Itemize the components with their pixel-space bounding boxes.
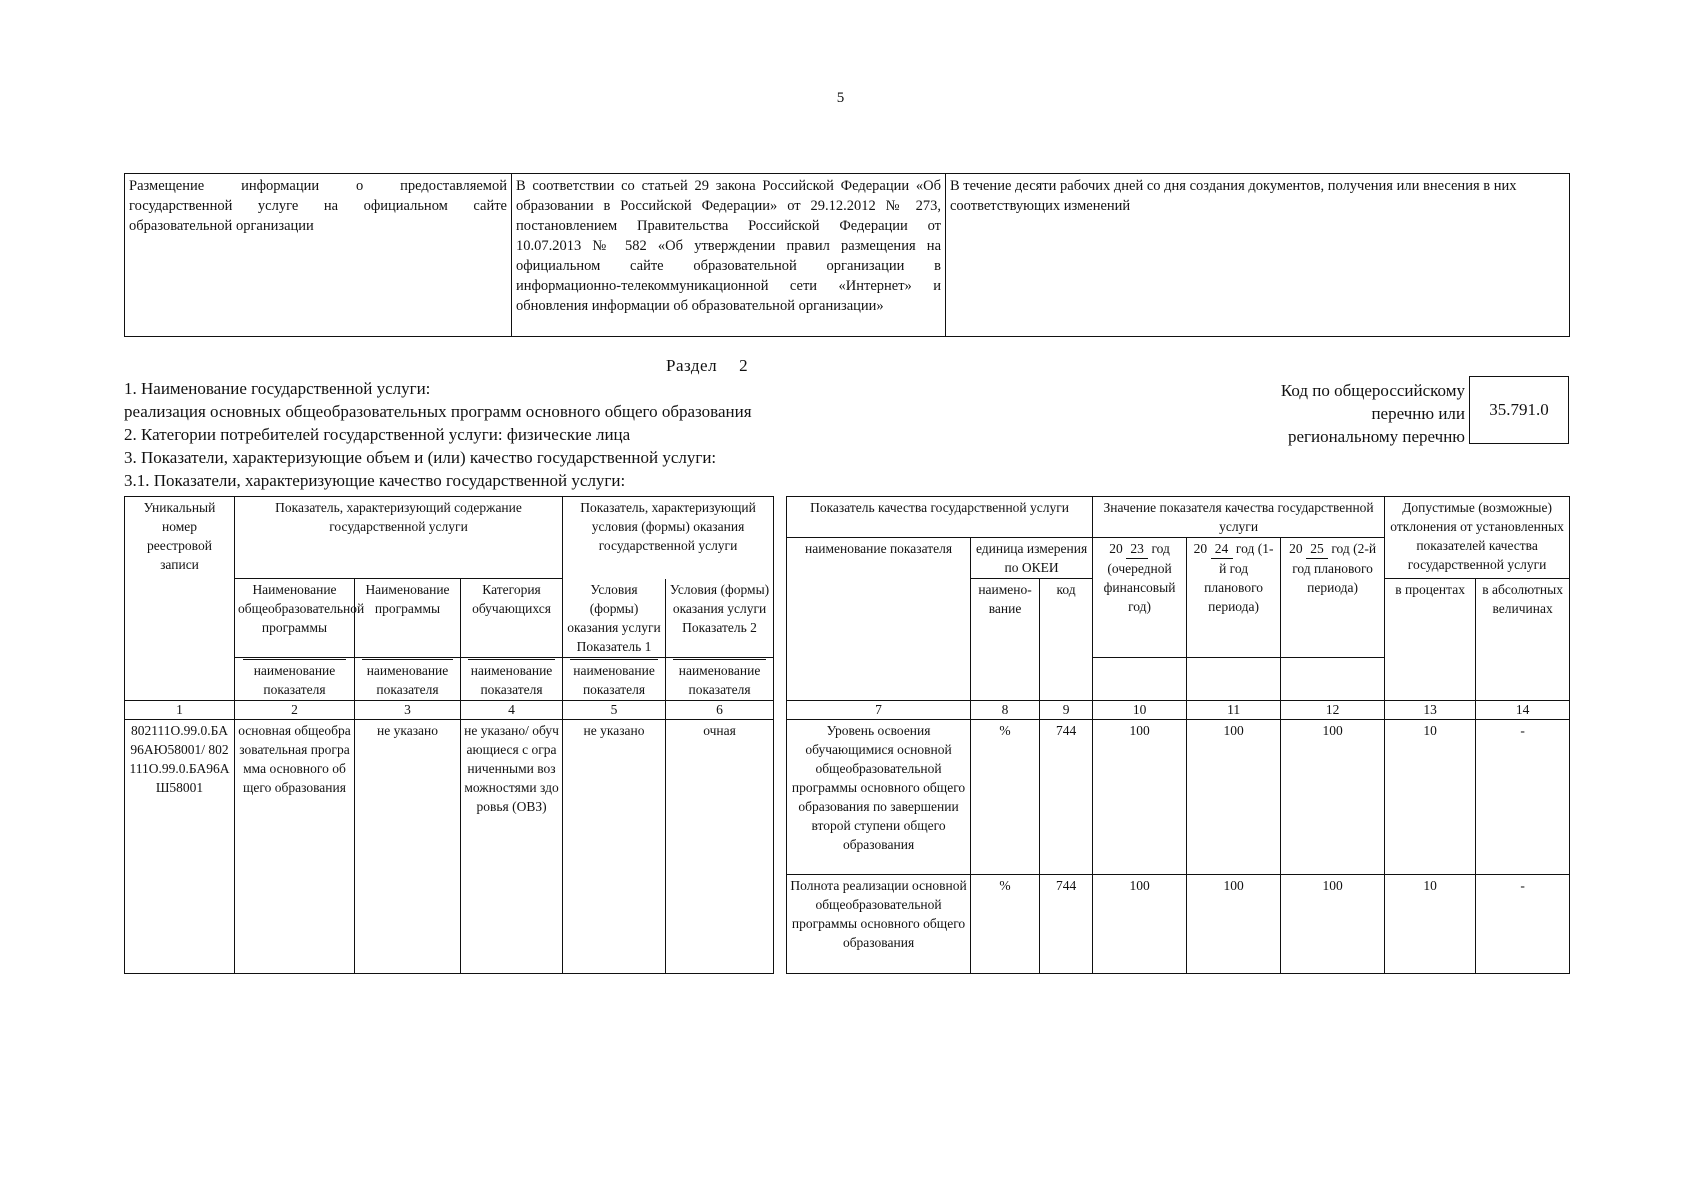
col-number: 2 <box>235 700 355 719</box>
unit-code-header: код <box>1040 579 1093 701</box>
header-year-1: 20 23 год (очередной финансовый год) <box>1093 538 1187 658</box>
code-label-line-3: региональному перечню <box>1287 427 1465 446</box>
sub-label: наименование показателя <box>243 659 347 699</box>
header-conditions-indicator: Показатель, характеризующий условия (формы) оказания государственной услуги <box>563 497 774 579</box>
indicators-heading: 3. Показатели, характеризующие объем и (или) качество государственной услуги: <box>124 448 717 467</box>
value-cell: 100 <box>1281 719 1385 874</box>
code-cell: 744 <box>1040 874 1093 973</box>
sub-condition-1: Условия (формы) оказания услуги Показатель 1 <box>563 579 666 658</box>
col-number: 9 <box>1040 700 1093 719</box>
col-number: 7 <box>787 700 971 719</box>
col-number: 8 <box>971 700 1040 719</box>
col-number: 13 <box>1385 700 1476 719</box>
unit-name-header: наимено-вание <box>971 579 1040 701</box>
col-number: 3 <box>355 700 461 719</box>
year-2-value: 24 <box>1211 539 1233 559</box>
header-quality-indicator: Показатель качества государственной услуги <box>787 497 1093 538</box>
section-label: Раздел <box>666 356 718 375</box>
page-number: 5 <box>836 90 845 106</box>
info-cell-basis: В соответствии со статьей 29 закона Российской Федерации «Об образовании в Российской Федерации» от 29.12.2012 № 273, постановлением Правительства Российской Федерации от 10.07.2013 № 582 «Об утверждении правил размещения на официальном сайте образовательной организации в информационно-телекоммуникационной сети «Интернет» и обновления информации об образовательной организации» <box>512 174 946 337</box>
sub-label: наименование показателя <box>570 659 658 699</box>
section-number: 2 <box>739 356 749 375</box>
info-table <box>124 173 1570 337</box>
category-cell: не указано/ обучающиеся с ограниченными возможностями здоровья (ОВЗ) <box>461 719 563 973</box>
indicator-cell: Полнота реализации основной общеобразовательной программы основного общего образования <box>787 874 971 973</box>
deviation-absolute-cell: - <box>1476 719 1570 874</box>
service-name: реализация основных общеобразовательных программ основного общего образования <box>124 402 752 421</box>
col-number: 12 <box>1281 700 1385 719</box>
table-row <box>125 719 1570 874</box>
col-number: 5 <box>563 700 666 719</box>
col-number: 4 <box>461 700 563 719</box>
deviation-percent-header: в процентах <box>1385 579 1476 701</box>
code-label <box>1205 379 1465 448</box>
sub-category: Категория обучающихся <box>461 579 563 658</box>
quality-table <box>124 496 1570 974</box>
header-deviations: Допустимые (возможные) отклонения от установленных показателей качества государственной услуги <box>1385 497 1570 579</box>
value-cell: 100 <box>1281 874 1385 973</box>
quality-heading: 3.1. Показатели, характеризующие качество государственной услуги: <box>124 471 626 490</box>
record-id: 802111О.99.0.БА96АЮ58001/ 802111О.99.0.БА96АШ58001 <box>125 719 235 973</box>
header-unit: единица измерения по ОКЕИ <box>971 538 1093 579</box>
sub-program: Наименование общеобразовательной программы <box>235 579 355 658</box>
sub-program-name: Наименование программы <box>355 579 461 658</box>
sub-label: наименование показателя <box>468 659 555 699</box>
value-cell: 100 <box>1187 719 1281 874</box>
info-cell-subject: Размещение информации о предоставляемой государственной услуге на официальном сайте образовательной организации <box>125 174 512 337</box>
condition-2-cell: очная <box>666 719 774 973</box>
code-cell: 744 <box>1040 719 1093 874</box>
col-number: 1 <box>125 700 235 719</box>
consumer-categories: 2. Категории потребителей государственной услуги: физические лица <box>124 425 631 444</box>
service-name-heading: 1. Наименование государственной услуги: <box>124 379 431 398</box>
code-label-line-2: перечню или <box>1371 404 1465 423</box>
program-name-cell: не указано <box>355 719 461 973</box>
col-number: 14 <box>1476 700 1570 719</box>
indicator-cell: Уровень освоения обучающимися основной общеобразовательной программы основного общего образования по завершении второй ступени общего образования <box>787 719 971 874</box>
section-title <box>666 356 748 376</box>
header-quality-value: Значение показателя качества государственной услуги <box>1093 497 1385 538</box>
unit-cell: % <box>971 719 1040 874</box>
value-cell: 100 <box>1187 874 1281 973</box>
code-label-line-1: Код по общероссийскому <box>1280 381 1465 400</box>
col-number: 6 <box>666 700 774 719</box>
col-number: 11 <box>1187 700 1281 719</box>
code-box: 35.791.0 <box>1469 376 1569 444</box>
header-year-2: 20 24 год (1-й год планового периода) <box>1187 538 1281 658</box>
value-cell: 100 <box>1093 874 1187 973</box>
value-cell: 100 <box>1093 719 1187 874</box>
col-number: 10 <box>1093 700 1187 719</box>
program-cell: основная общеобразовательная программа основного общего образования <box>235 719 355 973</box>
info-cell-deadline: В течение десяти рабочих дней со дня создания документов, получения или внесения в них соответствующих изменений <box>946 174 1570 337</box>
sub-label: наименование показателя <box>673 659 766 699</box>
header-unique-number: Уникальный номер реестровой записи <box>125 497 235 701</box>
header-content-indicator: Показатель, характеризующий содержание государственной услуги <box>235 497 563 579</box>
deviation-absolute-header: в абсолютных величинах <box>1476 579 1570 701</box>
sub-condition-2: Условия (формы) оказания услуги Показатель 2 <box>666 579 774 658</box>
unit-cell: % <box>971 874 1040 973</box>
deviation-absolute-cell: - <box>1476 874 1570 973</box>
header-year-3: 20 25 год (2-й год планового периода) <box>1281 538 1385 658</box>
year-1-value: 23 <box>1126 539 1148 559</box>
sub-label: наименование показателя <box>362 659 453 699</box>
condition-1-cell: не указано <box>563 719 666 973</box>
year-3-value: 25 <box>1306 539 1328 559</box>
deviation-percent-cell: 10 <box>1385 719 1476 874</box>
deviation-percent-cell: 10 <box>1385 874 1476 973</box>
header-indicator-name: наименование показателя <box>787 538 971 701</box>
